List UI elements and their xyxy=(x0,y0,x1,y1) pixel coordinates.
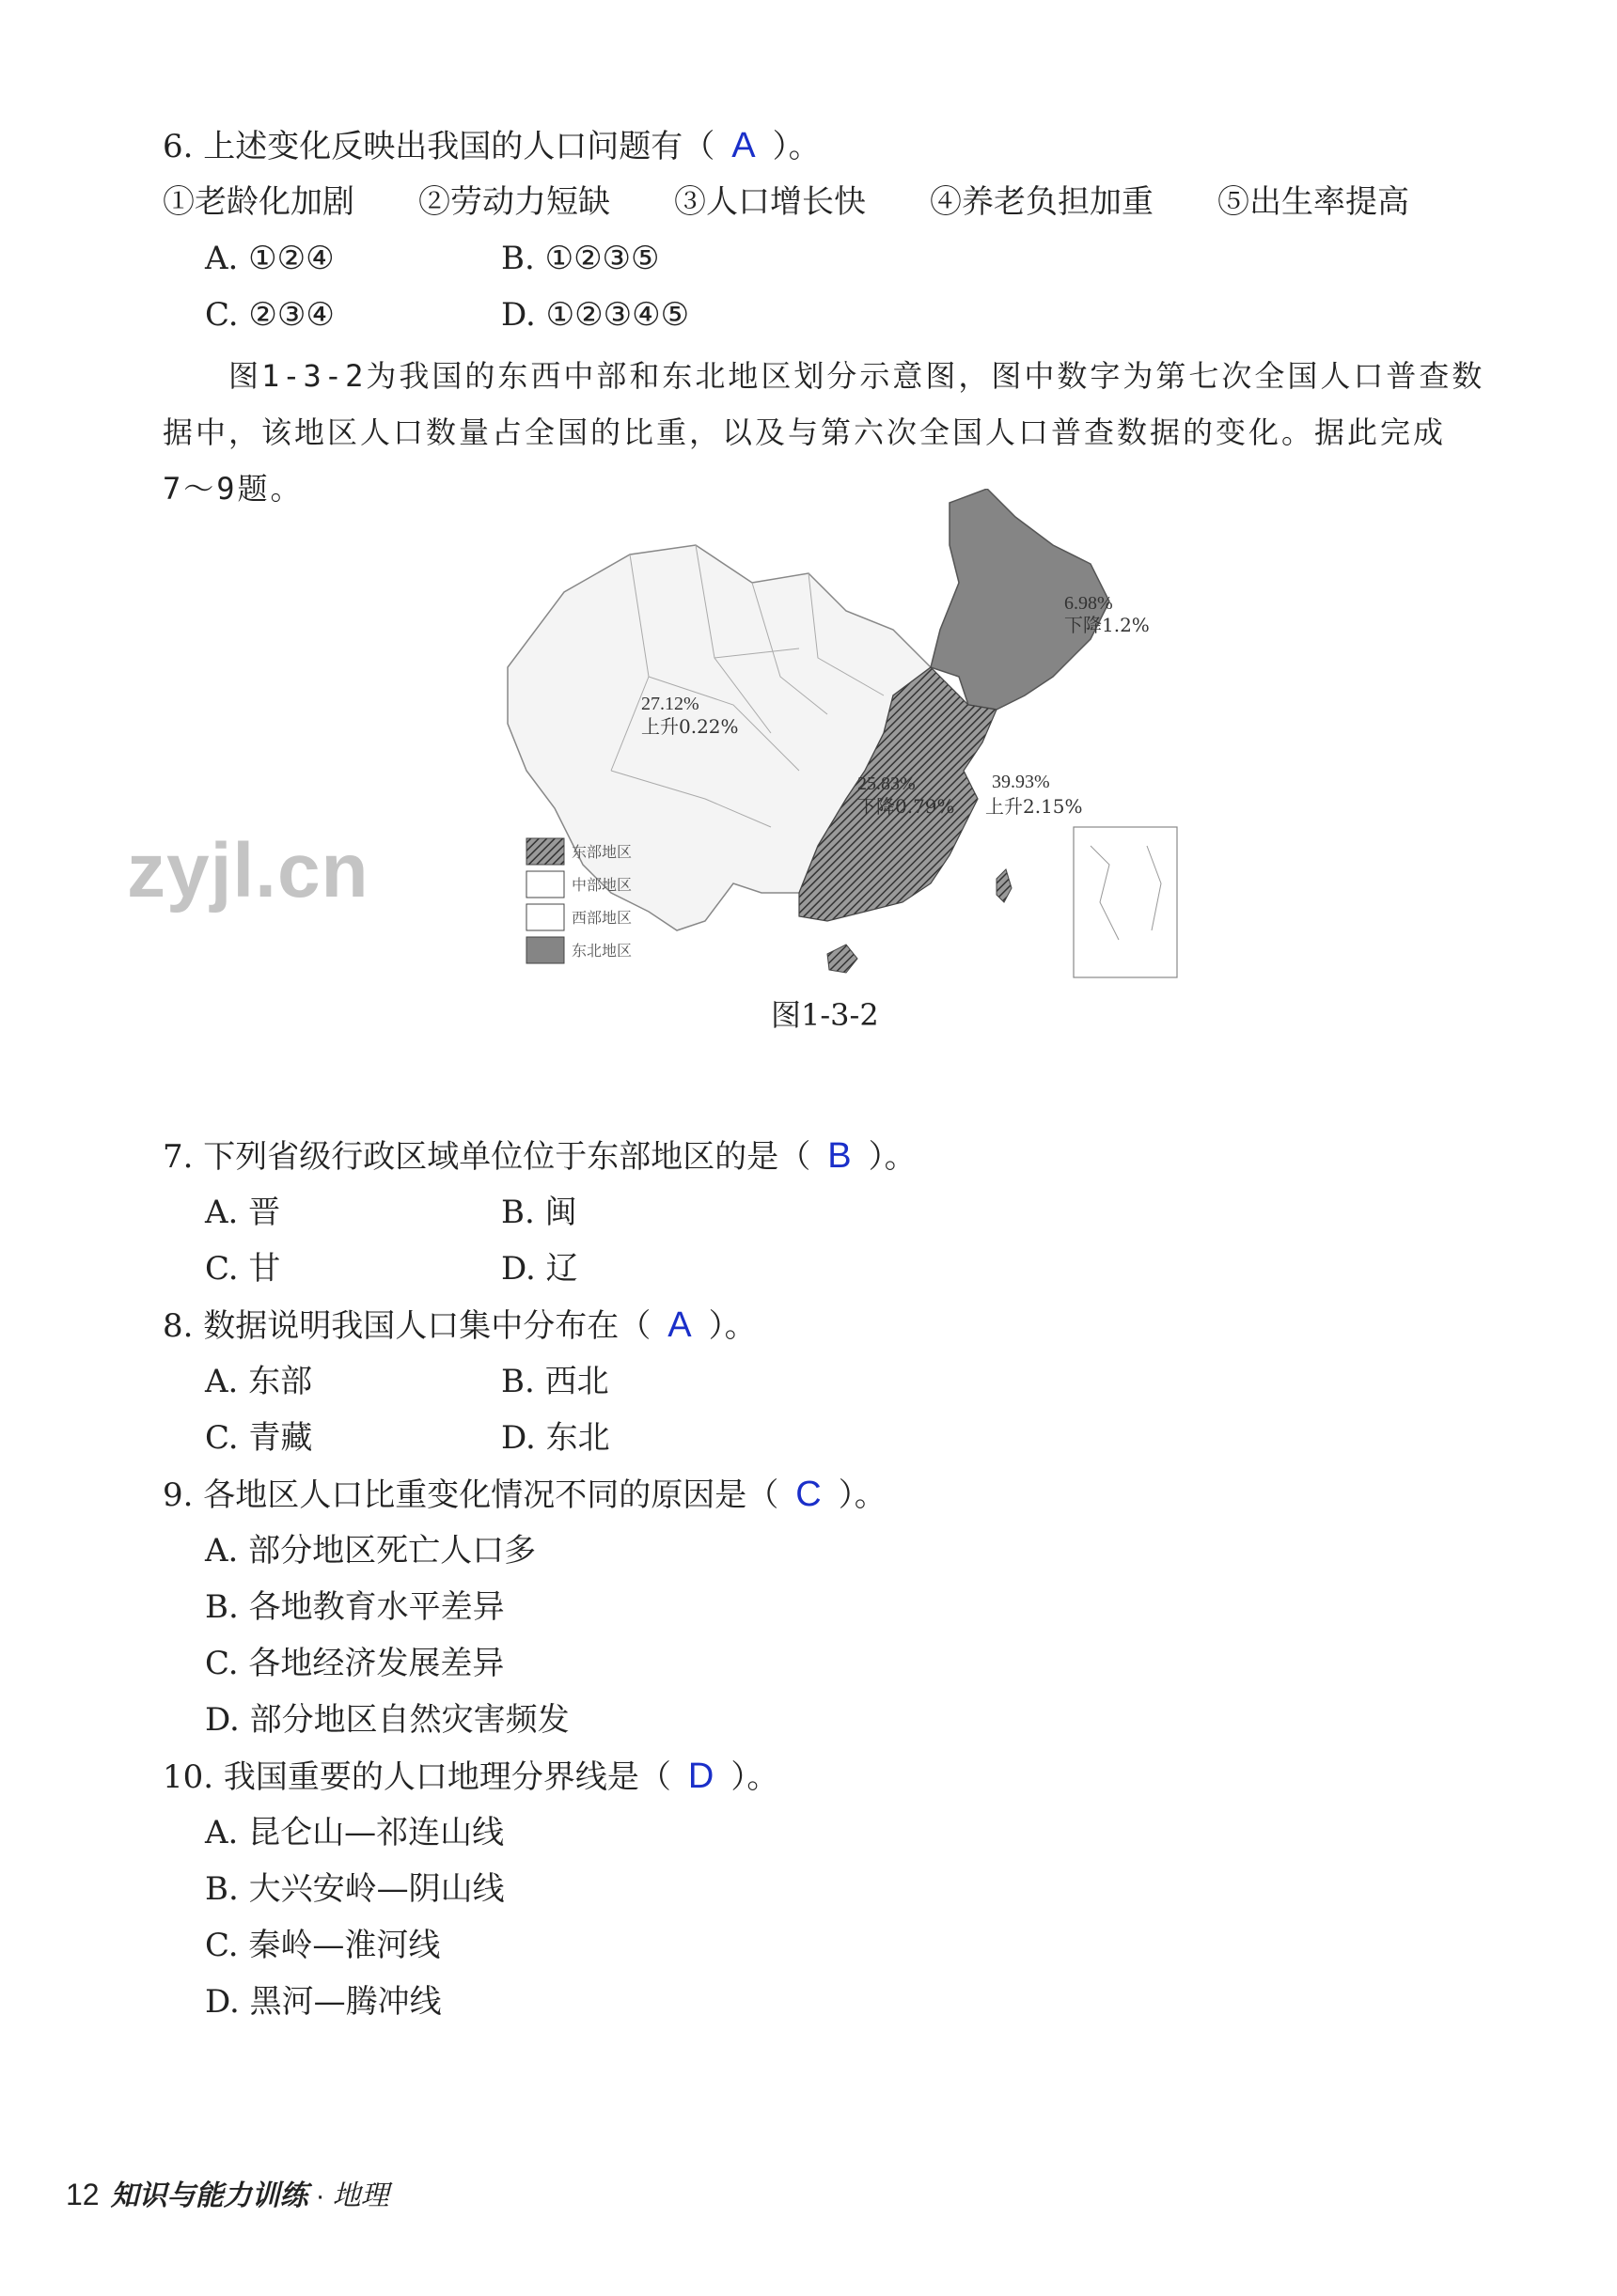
q6-option-d: D. ①②③④⑤ xyxy=(501,296,690,334)
book-title: 知识与能力训练 xyxy=(110,2180,308,2211)
q9-option-d: D. 部分地区自然灾害频发 xyxy=(205,1701,570,1739)
q8-option-b: B. 西北 xyxy=(501,1363,609,1400)
figure-caption: 图1-3-2 xyxy=(771,997,879,1033)
northeast-change-label: 下降1.2% xyxy=(1064,614,1150,636)
q7-option-d: D. 辽 xyxy=(501,1250,578,1288)
map-legend xyxy=(526,838,632,963)
q9-option-b: B. 各地教育水平差异 xyxy=(205,1588,505,1626)
q7-option-b: B. 闽 xyxy=(501,1194,577,1231)
legend-central-label: 中部地区 xyxy=(572,876,633,894)
legend-west-label: 西部地区 xyxy=(572,909,633,927)
q6-option-c: C. ②③④ xyxy=(205,296,335,334)
page-footer: 12 知识与能力训练 · 地理 xyxy=(66,2178,389,2211)
q10-answer: D xyxy=(687,1757,714,1796)
q10-option-a: A. 昆仑山—祁连山线 xyxy=(205,1814,505,1851)
map-svg xyxy=(489,489,1185,982)
q6-option-a: A. ①②④ xyxy=(205,240,335,277)
legend-east-swatch xyxy=(526,838,564,865)
q6-stem: 6. 上述变化反映出我国的人口问题有（ A ）。 xyxy=(163,126,821,165)
q7-answer: B xyxy=(827,1136,852,1176)
q8-option-c: C. 青藏 xyxy=(205,1419,313,1457)
watermark: zyjl.cn xyxy=(127,828,369,914)
intro-paragraph: 图1-3-2为我国的东西中部和东北地区划分示意图，图中数字为第七次全国人口普查数 据中，该地区人口数量占全国的比重，以及与第六次全国人口普查数据的变化。据此完成 7～9题。 xyxy=(163,358,1485,507)
east-share-label: 39.93% xyxy=(992,772,1050,792)
q10-stem: 10. 我国重要的人口地理分界线是（ D ）。 xyxy=(163,1757,779,1796)
q6-items: ①老龄化加剧 ②劳动力短缺 ③人口增长快 ④养老负担加重 ⑤出生率提高 xyxy=(163,183,1409,221)
northeast-share-label: 6.98% xyxy=(1064,593,1113,614)
west-share-label: 27.12% xyxy=(641,694,699,714)
q10-option-d: D. 黑河—腾冲线 xyxy=(205,1983,442,2021)
q7-stem: 7. 下列省级行政区域单位位于东部地区的是（ B ）。 xyxy=(163,1136,917,1176)
legend-northeast-swatch xyxy=(526,937,564,963)
west-change-label: 上升0.22% xyxy=(641,715,739,738)
china-region-map xyxy=(489,489,1185,982)
south-sea-inset xyxy=(1074,827,1177,977)
legend-west-swatch xyxy=(526,904,564,930)
q9-stem: 9. 各地区人口比重变化情况不同的原因是（ C ）。 xyxy=(163,1475,887,1514)
q10-option-c: C. 秦岭—淮河线 xyxy=(205,1927,441,1964)
page-number: 12 xyxy=(66,2178,100,2211)
q9-option-c: C. 各地经济发展差异 xyxy=(205,1645,505,1682)
q9-option-a: A. 部分地区死亡人口多 xyxy=(205,1532,537,1570)
legend-east-label: 东部地区 xyxy=(572,843,633,861)
central-share-label: 25.83% xyxy=(857,773,916,794)
q10-option-b: B. 大兴安岭—阴山线 xyxy=(205,1870,505,1908)
legend-central-swatch xyxy=(526,871,564,898)
central-change-label: 下降0.79% xyxy=(857,795,955,818)
east-change-label: 上升2.15% xyxy=(985,795,1083,818)
q9-answer: C xyxy=(795,1475,822,1514)
q8-stem: 8. 数据说明我国人口集中分布在（ A ）。 xyxy=(163,1305,757,1345)
taiwan-island xyxy=(997,869,1012,902)
subject-label: 地理 xyxy=(332,2180,389,2211)
q8-option-d: D. 东北 xyxy=(501,1419,610,1457)
q8-option-a: A. 东部 xyxy=(205,1363,313,1400)
q6-option-b: B. ①②③⑤ xyxy=(501,240,660,277)
q7-option-a: A. 晋 xyxy=(205,1194,281,1231)
q8-answer: A xyxy=(667,1305,692,1345)
hainan-island xyxy=(827,945,857,973)
legend-northeast-label: 东北地区 xyxy=(572,942,633,960)
q7-option-c: C. 甘 xyxy=(205,1250,281,1288)
q6-answer: A xyxy=(731,126,756,165)
